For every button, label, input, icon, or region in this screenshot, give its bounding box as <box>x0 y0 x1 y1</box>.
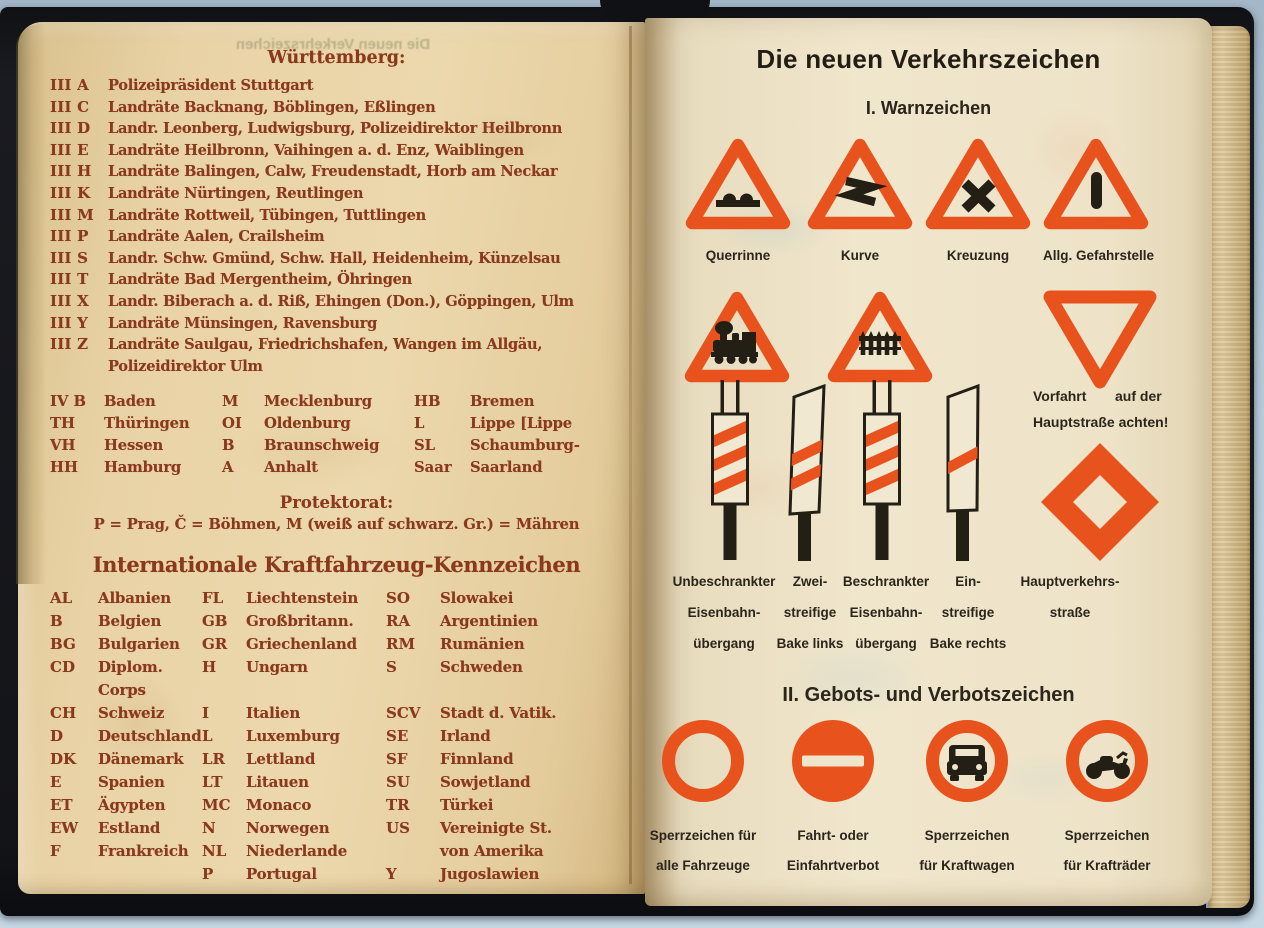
state-name: Hessen <box>104 437 164 455</box>
vorfahrt-yield-sign-icon <box>1039 286 1161 394</box>
registry-row <box>50 269 623 291</box>
country-name: Frankreich <box>98 842 189 861</box>
country-name: Vereinigte St. <box>440 819 552 838</box>
country-code: P <box>202 865 214 884</box>
registry-code: III T <box>50 270 89 289</box>
einfahrtverbot-sign <box>778 718 888 881</box>
country-code: F <box>50 842 61 861</box>
country-code: RA <box>386 612 411 631</box>
registry-row <box>50 118 623 140</box>
state-code: TH <box>50 415 75 433</box>
country-name: Lettland <box>246 750 316 769</box>
state-name: Anhalt <box>264 459 318 477</box>
state-name: Schaumburg- <box>470 437 580 455</box>
country-code: D <box>50 727 64 746</box>
country-code: SE <box>386 727 409 746</box>
registry-code: III P <box>50 227 89 246</box>
state-code: Saar <box>414 459 452 477</box>
left-page <box>18 22 645 894</box>
sign-label: Kreuzung <box>946 248 1010 263</box>
state-name: Oldenburg <box>264 415 351 433</box>
kreuzung-sign-icon <box>925 135 1031 231</box>
registry-row <box>50 313 623 335</box>
country-name: Ägypten <box>98 796 166 815</box>
country-code: RM <box>386 635 416 654</box>
kurve-sign <box>807 135 913 263</box>
registry-code: III X <box>50 291 89 310</box>
country-code: TR <box>386 796 410 815</box>
registry-districts: Landr. Schw. Gmünd, Schw. Hall, Heidenheim, Künzelsau <box>108 249 561 267</box>
sign-label: Sperrzeichen für Krafträder <box>1063 828 1151 873</box>
state-code: IV B <box>50 393 87 411</box>
country-code: SF <box>386 750 408 769</box>
country-name: Albanien <box>98 589 171 608</box>
country-code: N <box>202 819 216 838</box>
verbotszeichen-heading: II. Gebots- und Verbotszeichen <box>782 684 1075 706</box>
registry-districts: Landräte Heilbronn, Vaihingen a. d. Enz, Waiblingen <box>108 141 524 159</box>
einfahrtverbot-sign-icon <box>790 718 876 804</box>
country-code: SCV <box>386 704 421 723</box>
registry-row <box>50 75 623 97</box>
einstreifige-bake-icon <box>940 381 986 563</box>
registry-districts: Landräte Backnang, Böblingen, Eßlingen <box>108 98 436 116</box>
country-code: DK <box>50 750 77 769</box>
country-code: ET <box>50 796 73 815</box>
vorfahrt-text-right: auf der <box>1115 388 1162 404</box>
state-code: HB <box>414 393 441 411</box>
sperr-alle-fahrzeuge-sign-icon <box>660 718 746 804</box>
state-code: M <box>222 393 239 411</box>
country-code: NL <box>202 842 227 861</box>
country-code: MC <box>202 796 231 815</box>
country-name: Diplom. Corps <box>98 658 163 700</box>
country-code: EW <box>50 819 79 838</box>
country-name: Argentinien <box>440 612 538 631</box>
country-name: Litauen <box>246 773 309 792</box>
country-code <box>386 840 440 863</box>
registry-code: III E <box>50 140 89 159</box>
country-name: Norwegen <box>246 819 330 838</box>
beacon-label: Ein- streifige Bake rechts <box>929 574 1007 651</box>
country-name: Niederlande <box>246 842 348 861</box>
country-name: Sowjetland <box>440 773 531 792</box>
country-name: Schweiz <box>98 704 165 723</box>
country-name: Griechenland <box>246 635 357 654</box>
registry-row <box>50 248 623 270</box>
country-code: GB <box>202 612 228 631</box>
sperr-kraftwagen-sign <box>912 718 1022 881</box>
country-code: H <box>202 658 217 677</box>
sign-label: Fahrt- oder Einfahrtverbot <box>786 828 880 873</box>
registry-code: III M <box>50 205 94 224</box>
registry-districts: Landräte Balingen, Calw, Freudenstadt, Horb am Neckar <box>108 163 558 181</box>
querrinne-sign <box>685 135 791 263</box>
beacon-label: Zwei- streifige Bake links <box>776 574 844 651</box>
sign-label: Kurve <box>840 248 880 263</box>
state-code: SL <box>414 437 436 455</box>
country-name: Luxemburg <box>246 727 340 746</box>
gutter-crease <box>629 26 632 884</box>
dreistreifige-bake-icon <box>708 380 752 562</box>
sperr-kraftraeder-sign <box>1052 718 1162 881</box>
kreuzung-sign <box>925 135 1031 263</box>
country-code: US <box>386 819 410 838</box>
registry-districts: Landräte Nürtingen, Reutlingen <box>108 184 364 202</box>
protektorat-heading: Protektorat: <box>279 493 394 513</box>
country-name: Dänemark <box>98 750 184 769</box>
hauptverkehrsstrasse-label: Hauptverkehrs- straße <box>1020 574 1120 620</box>
state-name: Braunschweig <box>264 437 380 455</box>
sperr-kraftwagen-sign-icon <box>924 718 1010 804</box>
wuerttemberg-heading: Württemberg: <box>267 48 406 68</box>
country-name: Belgien <box>98 612 162 631</box>
registry-row <box>50 291 623 313</box>
international-heading: Internationale Kraftfahrzeug-Kennzeichen <box>92 552 581 578</box>
country-code: CH <box>50 704 77 723</box>
country-code: B <box>50 612 63 631</box>
country-name: Spanien <box>98 773 165 792</box>
sign-label: Sperrzeichen für Kraftwagen <box>919 828 1015 873</box>
state-code: B <box>222 437 235 455</box>
country-name: Jugoslawien <box>440 865 540 884</box>
country-code: CD <box>50 658 75 677</box>
state-code: A <box>222 459 234 477</box>
registry-code: III S <box>50 248 89 267</box>
country-code: GR <box>202 635 228 654</box>
state-name: Mecklenburg <box>264 393 372 411</box>
show-through-ghost-text: Die neuen Verkehrszeichen <box>235 36 431 53</box>
registry-row <box>50 161 623 183</box>
registry-districts: Landräte Bad Mergentheim, Öhringen <box>108 271 412 289</box>
beschrankter-uebergang-sign-icon <box>827 288 933 384</box>
country-name: Irland <box>440 727 491 746</box>
wuerttemberg-registry-list <box>50 75 623 377</box>
country-code: BG <box>50 635 76 654</box>
country-code: L <box>202 727 213 746</box>
country-name <box>98 863 202 886</box>
country-name: Portugal <box>246 865 317 884</box>
vorfahrt-text-line2: Hauptstraße achten! <box>1033 414 1169 430</box>
zweistreifige-bake-icon <box>783 381 829 563</box>
registry-row <box>50 205 623 227</box>
state-codes-table <box>50 391 623 479</box>
left-page-content <box>18 22 645 894</box>
registry-districts: Landr. Biberach a. d. Riß, Ehingen (Don.), Göppingen, Ulm <box>108 292 574 310</box>
state-name: Lippe [Lippe <box>470 415 573 433</box>
registry-districts: Polizeipräsident Stuttgart <box>108 77 314 94</box>
state-code: OI <box>222 415 242 433</box>
warnzeichen-heading: I. Warnzeichen <box>865 98 992 118</box>
country-name: Großbritann. <box>246 612 354 631</box>
state-name: Bremen <box>470 393 535 411</box>
sign-label: Allg. Gefahrstelle <box>1043 248 1155 263</box>
state-name: Saarland <box>470 459 543 477</box>
country-name: Schweden <box>440 658 523 677</box>
sperr-alle-fahrzeuge-sign <box>648 718 758 881</box>
registry-code: III D <box>50 119 91 138</box>
registry-row <box>50 183 623 205</box>
country-name: Ungarn <box>246 658 308 677</box>
country-name: Stadt d. Vatik. <box>440 704 557 723</box>
registry-code: III Y <box>50 313 88 332</box>
registry-code: III Z <box>50 335 89 354</box>
country-name: Rumänien <box>440 635 525 654</box>
state-name: Hamburg <box>104 459 182 477</box>
beacon-label: Beschrankter Eisenbahn- übergang <box>842 574 930 651</box>
country-name: Deutschland <box>98 727 202 746</box>
country-code: AL <box>50 589 73 608</box>
country-name: Finnland <box>440 750 514 769</box>
registry-row <box>50 140 623 162</box>
registry-districts: Landräte Aalen, Crailsheim <box>108 228 325 246</box>
registry-row <box>50 334 623 377</box>
page-block-edge <box>1206 26 1250 908</box>
registry-districts: Landr. Leonberg, Ludwigsburg, Polizeidirektor Heilbronn <box>108 120 563 138</box>
kurve-sign-icon <box>807 135 913 231</box>
registry-row <box>50 97 623 119</box>
registry-districts: Landräte Saulgau, Friedrichshafen, Wangen im Allgäu, Polizeidirektor Ulm <box>108 336 543 375</box>
country-name: Monaco <box>246 796 312 815</box>
country-name: Bulgarien <box>98 635 180 654</box>
beacon-label: Unbeschrankter Eisenbahn- übergang <box>672 574 776 651</box>
protektorat-codes-line: P = Prag, Č = Böhmen, M (weiß auf schwarz. Gr.) = Mähren <box>93 516 580 534</box>
international-codes-table <box>50 587 623 886</box>
right-page <box>645 18 1212 906</box>
country-name: Italien <box>246 704 301 723</box>
country-name: von Amerika <box>440 842 544 861</box>
registry-districts: Landräte Rottweil, Tübingen, Tuttlingen <box>108 206 426 224</box>
country-code: Y <box>386 865 397 884</box>
country-code: E <box>50 773 62 792</box>
sign-label: Querrinne <box>705 248 771 263</box>
registry-code: III K <box>50 183 91 202</box>
hauptverkehrsstrasse-diamond-icon <box>1038 440 1162 564</box>
registry-districts: Landräte Münsingen, Ravensburg <box>108 314 378 332</box>
country-name: Türkei <box>440 796 494 815</box>
registry-code: III C <box>50 97 90 116</box>
country-code: SO <box>386 589 410 608</box>
unbeschrankter-uebergang-sign-icon <box>684 288 790 384</box>
querrinne-sign-icon <box>685 135 791 231</box>
country-code: LR <box>202 750 226 769</box>
country-name: Liechtenstein <box>246 589 359 608</box>
vorfahrt-text-left: Vorfahrt <box>1033 388 1087 404</box>
country-name: Slowakei <box>440 589 514 608</box>
country-code: FL <box>202 589 224 608</box>
state-code: HH <box>50 459 78 477</box>
sign-label: Sperrzeichen für alle Fahrzeuge <box>649 828 757 873</box>
dreistreifige-bake-icon <box>860 380 904 562</box>
country-code <box>50 863 98 886</box>
country-name: Estland <box>98 819 161 838</box>
state-name: Baden <box>104 393 156 411</box>
gefahrstelle-sign-icon <box>1043 135 1149 231</box>
state-name: Thüringen <box>104 415 190 433</box>
registry-row <box>50 226 623 248</box>
country-code: I <box>202 704 210 723</box>
sperr-kraftraeder-sign-icon <box>1064 718 1150 804</box>
page-title: Die neuen Verkehrszeichen <box>756 44 1101 74</box>
state-code: L <box>414 415 425 433</box>
registry-code: III H <box>50 162 92 181</box>
state-code: VH <box>50 437 76 455</box>
country-code: LT <box>202 773 223 792</box>
gefahrstelle-sign <box>1043 135 1155 263</box>
registry-code: III A <box>50 76 89 94</box>
country-code: SU <box>386 773 410 792</box>
country-code: S <box>386 658 397 677</box>
